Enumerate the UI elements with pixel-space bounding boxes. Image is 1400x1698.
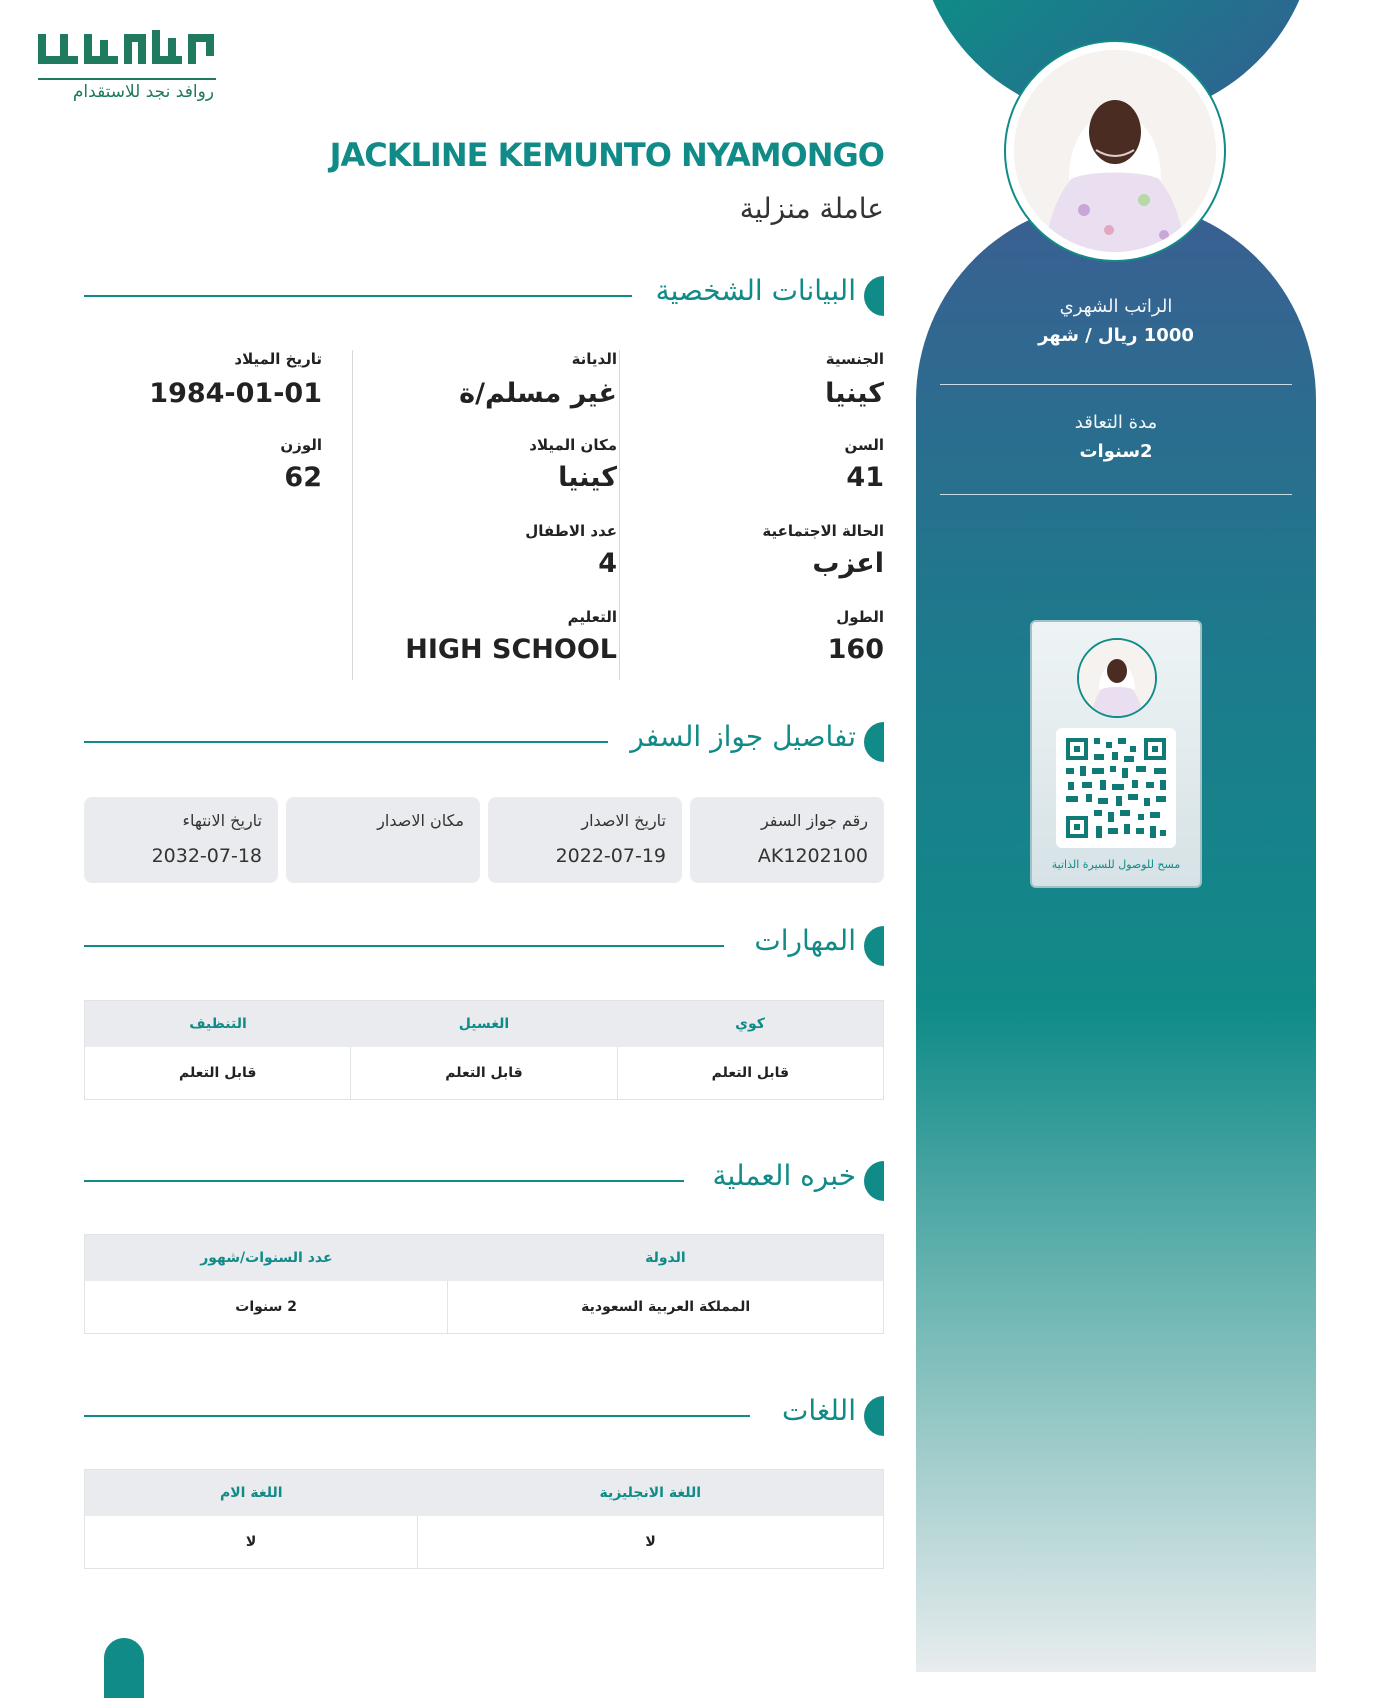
passport-number-label: رقم جواز السفر: [760, 811, 868, 830]
salary-label: الراتب الشهري: [1059, 296, 1173, 317]
table-header-cell: كوي: [735, 1016, 765, 1032]
sidebar-divider: [940, 384, 1292, 385]
issue-place-card: [286, 797, 480, 883]
section-marker: [864, 1161, 884, 1201]
section-rule: [84, 1180, 684, 1182]
logo-mark-icon: [38, 28, 216, 72]
contract-block: [940, 412, 1292, 462]
footer-marker: [104, 1638, 144, 1698]
qr-photo: [1077, 638, 1157, 718]
section-experience-heading: [694, 1161, 884, 1201]
person-thumb-icon: [1079, 640, 1155, 716]
birthplace-label: مكان الميلاد: [529, 436, 617, 454]
marital-value: اعزب: [812, 548, 884, 579]
candidate-name: JACKLINE KEMUNTO NYAMONGO: [329, 136, 884, 174]
sidebar-divider: [940, 494, 1292, 495]
table-header-cell: عدد السنوات/شهور: [200, 1250, 333, 1266]
contract-value: 2سنوات: [1079, 441, 1153, 462]
company-logo: [38, 28, 218, 108]
table-row: [85, 1516, 883, 1568]
issue-place-label: مكان الاصدار: [377, 811, 464, 830]
section-marker: [864, 1396, 884, 1436]
age-label: السن: [844, 436, 884, 454]
person-photo-icon: [1014, 50, 1216, 252]
section-rule: [84, 945, 724, 947]
weight-value: 62: [284, 462, 322, 493]
table-row: [85, 1281, 883, 1333]
marital-label: الحالة الاجتماعية: [762, 522, 884, 540]
expiry-date-label: تاريخ الانتهاء: [182, 811, 262, 830]
table-header-cell: اللغة الام: [219, 1485, 283, 1501]
section-languages-heading: [754, 1396, 884, 1436]
personal-column-1: [646, 350, 884, 680]
table-header-cell: الدولة: [645, 1250, 686, 1266]
birthdate-label: تاريخ الميلاد: [234, 350, 322, 368]
children-value: 4: [598, 548, 617, 579]
table-header-row: [85, 1001, 883, 1047]
religion-label: الديانة: [571, 350, 617, 368]
table-cell: قابل التعلم: [617, 1047, 883, 1099]
table-cell: قابل التعلم: [350, 1047, 616, 1099]
issue-date-value: 2022-07-19: [555, 845, 666, 867]
education-label: التعليم: [567, 608, 617, 626]
expiry-date-card: [84, 797, 278, 883]
expiry-date-value: 2032-07-18: [151, 845, 262, 867]
table-header-cell: التنظيف: [189, 1016, 247, 1032]
section-title: اللغات: [782, 1394, 856, 1427]
skills-table: [84, 1000, 884, 1100]
table-header-cell: الغسيل: [458, 1016, 510, 1032]
table-cell: 2 سنوات: [235, 1299, 298, 1315]
contract-label: مدة التعاقد: [1074, 412, 1158, 433]
passport-number-card: [690, 797, 884, 883]
qr-code[interactable]: [1056, 728, 1176, 848]
weight-label: الوزن: [280, 436, 322, 454]
section-rule: [84, 741, 608, 743]
section-title: تفاصيل جواز السفر: [630, 720, 856, 753]
section-skills-heading: [724, 926, 884, 966]
height-value: 160: [827, 634, 884, 665]
children-label: عدد الاطفال: [525, 522, 617, 540]
birthplace-value: كينيا: [558, 462, 617, 493]
education-value: HIGH SCHOOL: [405, 634, 617, 665]
issue-date-label: تاريخ الاصدار: [581, 811, 666, 830]
column-divider: [619, 350, 620, 680]
table-header-row: [85, 1470, 883, 1516]
personal-column-3: [84, 350, 322, 680]
table-cell: المملكة العربية السعودية: [447, 1281, 883, 1333]
section-title: المهارات: [754, 924, 856, 957]
height-label: الطول: [836, 608, 884, 626]
section-marker: [864, 926, 884, 966]
column-divider: [352, 350, 353, 680]
section-marker: [864, 276, 884, 316]
section-rule: [84, 1415, 750, 1417]
personal-column-2: [379, 350, 617, 680]
salary-value: 1000 ريال / شهر: [1038, 325, 1194, 346]
section-passport-heading: [630, 720, 884, 762]
table-cell: قابل التعلم: [178, 1065, 257, 1081]
table-header-cell: اللغة الانجليزية: [599, 1485, 701, 1501]
section-personal-heading: [655, 274, 884, 316]
passport-number-value: AK1202100: [757, 845, 868, 867]
issue-date-card: [488, 797, 682, 883]
nationality-label: الجنسية: [825, 350, 884, 368]
languages-table: [84, 1469, 884, 1569]
experience-table: [84, 1234, 884, 1334]
section-rule: [84, 295, 632, 297]
job-title: عاملة منزلية: [739, 192, 884, 225]
section-title: البيانات الشخصية: [655, 274, 856, 307]
section-title: خبره العملية: [712, 1159, 856, 1192]
age-value: 41: [846, 462, 884, 493]
logo-text: روافد نجد للاستقدام: [72, 82, 214, 102]
salary-block: [940, 296, 1292, 346]
birthdate-value: 1984-01-01: [149, 378, 322, 409]
logo-divider: [38, 78, 216, 80]
table-cell: لا: [245, 1534, 257, 1550]
religion-value: غير مسلم/ة: [459, 378, 617, 409]
nationality-value: كينيا: [825, 378, 884, 409]
table-header-row: [85, 1235, 883, 1281]
profile-photo: [1004, 40, 1226, 262]
qr-card[interactable]: [1030, 620, 1202, 888]
qr-code-icon: [1056, 728, 1176, 848]
table-cell: لا: [417, 1516, 883, 1568]
table-row: [85, 1047, 883, 1099]
section-marker: [864, 722, 884, 762]
qr-caption: مسح للوصول للسيرة الذاتية: [1051, 858, 1181, 871]
